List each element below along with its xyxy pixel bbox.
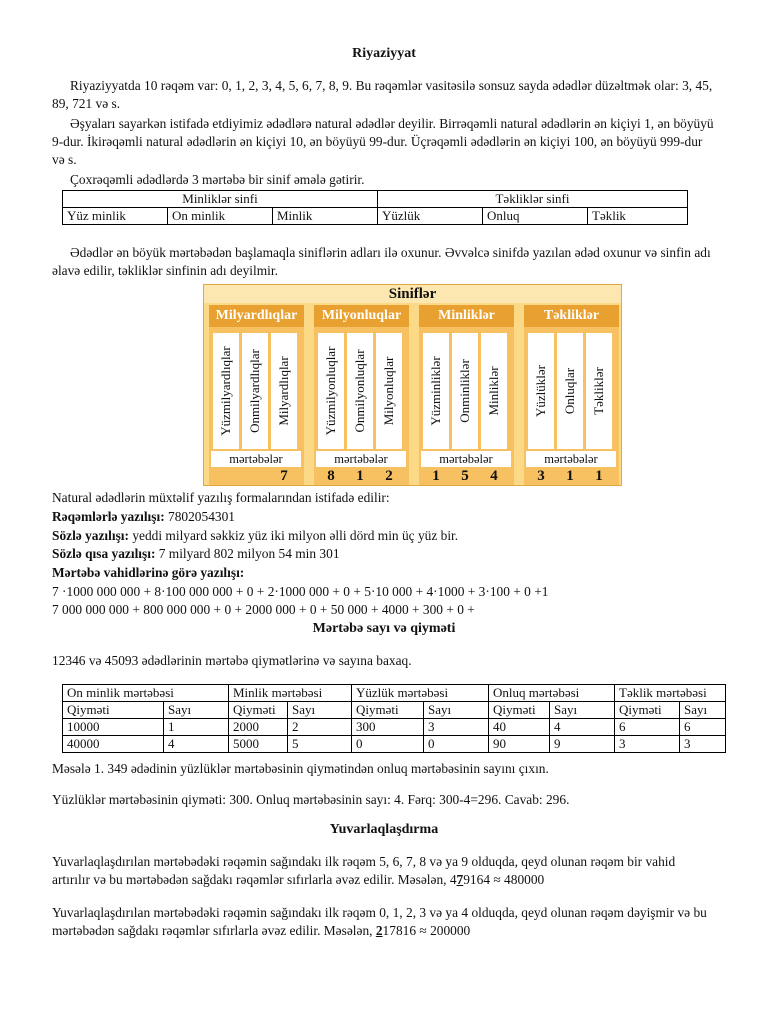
rank-table-cell: 0 — [424, 736, 489, 753]
intro-paragraph-1: Riyaziyyatda 10 rəqəm var: 0, 1, 2, 3, 4, 5, 6, 7, 8, 9. Bu rəqəmlər vasitəsilə sonsuz sayda ədədlər düzəltmək olar: 3, 45, 89, 721 və s. — [52, 78, 713, 111]
rank-table-cell: 3 — [615, 736, 680, 753]
rank-column — [481, 333, 507, 449]
rank-table-subheader: Qiyməti — [615, 702, 680, 719]
rank-table-subheader: Qiyməti — [352, 702, 424, 719]
digit: 4 — [490, 468, 498, 484]
rank-label: Milyardlıqlar — [276, 356, 291, 426]
rank-table-group: Yüzlük mərtəbəsi — [352, 685, 489, 702]
rank-table-cell: 1 — [164, 719, 229, 736]
mertebe-label: mərtəbələr — [211, 451, 301, 467]
rank-column — [213, 333, 239, 449]
intro-paragraph-2: Əşyaları sayarkən istifadə etdiyimiz ədədlərə natural ədədlər deyilir. Birrəqəmli natural ədədlərin ən kiçiyi 1, ən böyüyü 9-dur. İkirəqəmli natural ədədlərin ən kiçiyi 10, ən böyüyü 99-dur. Üçrəqəmli ədədlərin ən kiçiyi 100, ən böyüyü 999-dur və s. — [52, 116, 714, 167]
rank-table-cell: 2 — [288, 719, 352, 736]
rank-label: Onmilyonluqlar — [352, 349, 367, 433]
class-block-milyardliqlar — [209, 305, 304, 485]
short-words-form-value: 7 milyard 802 milyon 54 min 301 — [155, 546, 340, 561]
digit: 1 — [566, 468, 574, 484]
digit: 8 — [327, 468, 335, 484]
units-form-line-2: 7 000 000 000 + 800 000 000 + 0 + 2000 000 + 0 + 50 000 + 4000 + 300 + 0 + — [52, 602, 475, 617]
digits-form — [52, 508, 235, 526]
digit: 1 — [595, 468, 603, 484]
rank-column — [423, 333, 449, 449]
rank-column — [452, 333, 478, 449]
rank-table-cell: 3 — [680, 736, 726, 753]
digit: 1 — [356, 468, 364, 484]
highlighted-digit: 7 — [456, 872, 464, 887]
units-form-line-1: 7 ·1000 000 000 + 8·100 000 000 + 0 + 2·1000 000 + 0 + 5·10 000 + 4·1000 + 3·100 + 0 +1 — [52, 584, 549, 599]
class-table-cell: Onluq — [483, 208, 588, 225]
class-table-cell: Yüz minlik — [63, 208, 168, 225]
rank-table — [62, 684, 726, 753]
rank-column — [347, 333, 373, 449]
rounding-rule-down: Yuvarlaqlaşdırılan mərtəbədəki rəqəmin sağındakı ilk rəqəm 0, 1, 2, 3 və ya 4 olduqda, qeyd olunan rəqəm dəyişmir və bu mərtəbədən sağdakı rəqəmlər sıfırlarla əvəz edilir. Məsələn, 217816 ≈ 200000 — [52, 905, 707, 938]
page-title: Riyaziyyat — [352, 46, 416, 61]
section-title-rank: Mərtəbə sayı və qiyməti — [312, 621, 456, 636]
rank-column — [271, 333, 297, 449]
mertebe-label: mərtəbələr — [526, 451, 616, 467]
mertebe-label: mərtəbələr — [421, 451, 511, 467]
class-table-header: Təkliklər sinfi — [378, 191, 688, 208]
rank-table-subheader: Sayı — [164, 702, 229, 719]
rank-label: Yüzmilyardlıqlar — [218, 346, 233, 436]
class-block-teklikler — [524, 305, 619, 485]
rank-table-cell: 3 — [424, 719, 489, 736]
class-table-cell: Minlik — [273, 208, 378, 225]
short-words-form — [52, 545, 340, 563]
rank-label: Milyonluqlar — [381, 356, 396, 426]
highlighted-digit: 2 — [375, 923, 383, 938]
table-row — [63, 719, 726, 736]
digit: 7 — [280, 468, 288, 484]
rank-table-cell: 6 — [680, 719, 726, 736]
rank-table-subheader: Qiyməti — [229, 702, 288, 719]
section-title-rounding: Yuvarlaqlaşdırma — [329, 822, 439, 837]
rank-label: Yüzmilyonluqlar — [323, 346, 338, 436]
class-name: Təkliklər — [524, 305, 619, 327]
rank-column — [242, 333, 268, 449]
class-name: Milyardlıqlar — [209, 305, 304, 327]
units-form-label: Mərtəbə vahidlərinə görə yazılışı: — [52, 565, 245, 580]
rank-column — [376, 333, 402, 449]
short-words-form-label: Sözlə qısa yazılışı: — [52, 546, 156, 561]
class-table — [62, 190, 688, 225]
rank-table-cell: 10000 — [63, 719, 164, 736]
rank-table-cell: 0 — [352, 736, 424, 753]
rank-table-cell: 5000 — [229, 736, 288, 753]
rank-table-cell: 300 — [352, 719, 424, 736]
digit: 2 — [385, 468, 393, 484]
rank-table-group: On minlik mərtəbəsi — [63, 685, 229, 702]
rank-table-cell: 2000 — [229, 719, 288, 736]
rounding-rule-up: Yuvarlaqlaşdırılan mərtəbədəki rəqəmin sağındakı ilk rəqəm 5, 6, 7, 8 və ya 9 olduqda, qeyd olunan rəqəm bir vahid artırılır və bu mərtəbədən sağdakı rəqəmlər sıfırlarla əvəz edilir. Məsələn, 479164 ≈ 480000 — [52, 854, 676, 887]
digit: 3 — [537, 468, 545, 484]
problem-1: Məsələ 1. 349 ədədinin yüzlüklər mərtəbəsinin qiymətindən onluq mərtəbəsinin sayını çıxın. — [52, 761, 549, 776]
rank-label: Yüzminliklər — [428, 356, 443, 426]
rank-table-subheader: Sayı — [550, 702, 615, 719]
rank-label: Onluqlar — [562, 367, 577, 415]
rank-column — [318, 333, 344, 449]
class-table-cell: On minlik — [168, 208, 273, 225]
class-table-cell: Yüzlük — [378, 208, 483, 225]
digit: 5 — [461, 468, 469, 484]
rank-label: Onmilyardlıqlar — [247, 349, 262, 433]
rank-column — [528, 333, 554, 449]
mertebe-label: mərtəbələr — [316, 451, 406, 467]
digit: 1 — [432, 468, 440, 484]
words-form-value: yeddi milyard səkkiz yüz iki milyon əlli dörd min üç yüz bir. — [128, 528, 459, 543]
rank-column — [557, 333, 583, 449]
words-form-label: Sözlə yazılışı: — [52, 528, 129, 543]
rank-table-subheader: Sayı — [680, 702, 726, 719]
rank-table-group: Təklik mərtəbəsi — [615, 685, 726, 702]
rank-table-subheader: Sayı — [424, 702, 489, 719]
digits-form-value: 7802054301 — [164, 509, 235, 524]
rank-label: Yüzlüklər — [533, 365, 548, 417]
words-form — [52, 527, 458, 545]
class-block-minlikler — [419, 305, 514, 485]
class-name: Milyonluqlar — [314, 305, 409, 327]
digits-form-label: Rəqəmlərlə yazılışı: — [52, 509, 165, 524]
rank-table-group: Minlik mərtəbəsi — [229, 685, 352, 702]
problem-1-solution: Yüzlüklər mərtəbəsinin qiyməti: 300. Onluq mərtəbəsinin sayı: 4. Fərq: 300-4=296. Cavab: 296. — [52, 792, 570, 807]
rank-table-cell: 40000 — [63, 736, 164, 753]
reading-rule: Ədədlər ən böyük mərtəbədən başlamaqla siniflərin adları ilə oxunur. Əvvəlcə sinifdə yazılan ədəd oxunur və sinfin adı əlavə edilir, təkliklər sinfinin adı deyilmir. — [52, 245, 711, 278]
class-block-milyonluqlar — [314, 305, 409, 485]
task-text: 12346 və 45093 ədədlərinin mərtəbə qiymətlərinə və sayına baxaq. — [52, 653, 412, 668]
rank-table-subheader: Qiyməti — [63, 702, 164, 719]
intro-paragraph-3: Çoxrəqəmli ədədlərdə 3 mərtəbə bir sinif əmələ gətirir. — [70, 172, 365, 187]
rank-table-subheader: Sayı — [288, 702, 352, 719]
class-table-header: Minliklər sinfi — [63, 191, 378, 208]
rank-label: Minliklər — [486, 366, 501, 416]
rank-table-cell: 9 — [550, 736, 615, 753]
rank-table-cell: 4 — [164, 736, 229, 753]
rank-table-cell: 90 — [489, 736, 550, 753]
class-name: Minliklər — [419, 305, 514, 327]
rank-column — [586, 333, 612, 449]
table-row — [63, 736, 726, 753]
rank-table-subheader: Qiyməti — [489, 702, 550, 719]
classes-figure — [203, 284, 622, 486]
rank-label: Təkliklər — [591, 367, 606, 415]
figure-title: Siniflər — [204, 285, 621, 303]
rank-table-cell: 6 — [615, 719, 680, 736]
rank-table-cell: 4 — [550, 719, 615, 736]
rank-table-group: Onluq mərtəbəsi — [489, 685, 615, 702]
class-table-cell: Təklik — [588, 208, 688, 225]
rank-label: Onminliklər — [457, 359, 472, 423]
rank-table-cell: 40 — [489, 719, 550, 736]
forms-intro: Natural ədədlərin müxtəlif yazılış formalarından istifadə edilir: — [52, 490, 390, 505]
rank-table-cell: 5 — [288, 736, 352, 753]
